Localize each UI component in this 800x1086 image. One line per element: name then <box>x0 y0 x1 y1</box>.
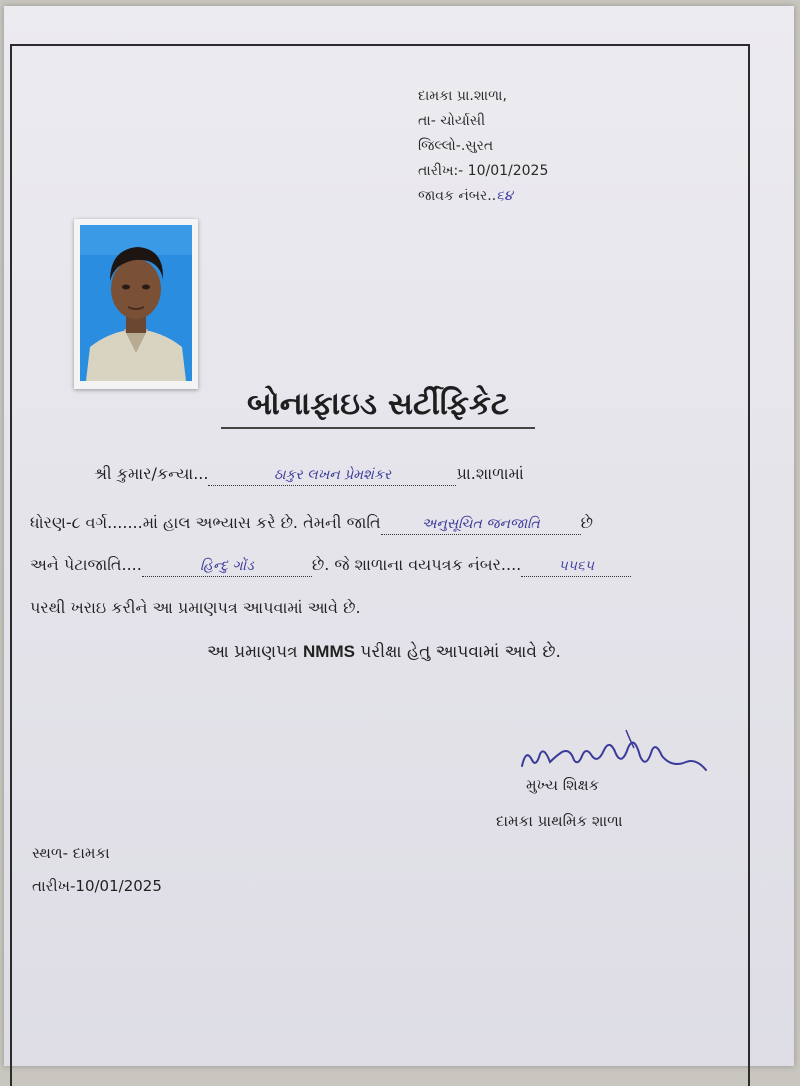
subcaste: હિન્દુ ગોંડ <box>199 558 254 574</box>
outward-value: ૬૪ <box>496 188 513 204</box>
line3-mid: છે. જે શાળાના વયપત્રક નંબર.... <box>311 555 522 574</box>
header-block <box>418 84 548 209</box>
handwritten-signature-image <box>516 726 716 782</box>
student-name: ઠાકુર લખન પ્રેમશંકર <box>273 467 391 483</box>
signatory-title: મુખ્ય શિક્ષક <box>526 776 600 794</box>
body-line-1 <box>94 464 524 486</box>
line2-prefix: ધોરણ-૮ વર્ગ.......માં હાલ અભ્યાસ કરે છે. તેમની જાતિ <box>30 513 381 532</box>
outward-number <box>418 184 548 209</box>
line2-suffix: છે <box>580 513 593 532</box>
subcaste-field <box>142 555 312 577</box>
outward-label: જાવક નંબર.. <box>418 188 497 204</box>
footer-date: તારીખ-10/01/2025 <box>32 877 162 895</box>
school-address: દામકા પ્રા.શાળા, <box>418 88 507 104</box>
signatory-school: દામકા પ્રાથમિક શાળા <box>496 812 623 830</box>
place: સ્થળ- દામકા <box>32 844 110 862</box>
caste: અનુસૂચિત જનજાતિ <box>421 516 540 532</box>
student-portrait-image <box>80 225 192 381</box>
body-line-5 <box>4 642 764 662</box>
certificate-title: બોનાફાઇડ સર્ટીફિકેટ <box>221 386 535 429</box>
caste-field <box>381 513 581 535</box>
student-photo <box>74 219 198 389</box>
student-name-field <box>208 464 456 486</box>
line1-prefix: શ્રી કુમાર/કન્યા... <box>94 464 209 483</box>
line5-suffix: પરીક્ષા હેતુ આપવામાં આવે છે. <box>354 642 561 662</box>
line3-prefix: અને પેટાજાતિ.... <box>30 555 142 574</box>
issue-date: તારીખ:- 10/01/2025 <box>418 163 549 179</box>
district: જિલ્લો-.સુરત <box>418 138 494 154</box>
taluka: તા- ચોર્યાસી <box>418 113 486 129</box>
body-line-3 <box>30 555 631 577</box>
line1-suffix: પ્રા.શાળામાં <box>456 464 524 483</box>
body-line-2 <box>30 513 593 535</box>
body-line-4: પરથી ખરાઇ કરીને આ પ્રમાણપત્ર આપવામાં આવે છે. <box>30 598 361 617</box>
certificate-paper <box>4 6 794 1066</box>
exam-name: NMMS <box>303 642 355 661</box>
line5-prefix: આ પ્રમાણપત્ર <box>207 642 304 662</box>
register-number-field <box>521 555 631 577</box>
register-number: ૫૫૬૫ <box>558 558 594 574</box>
